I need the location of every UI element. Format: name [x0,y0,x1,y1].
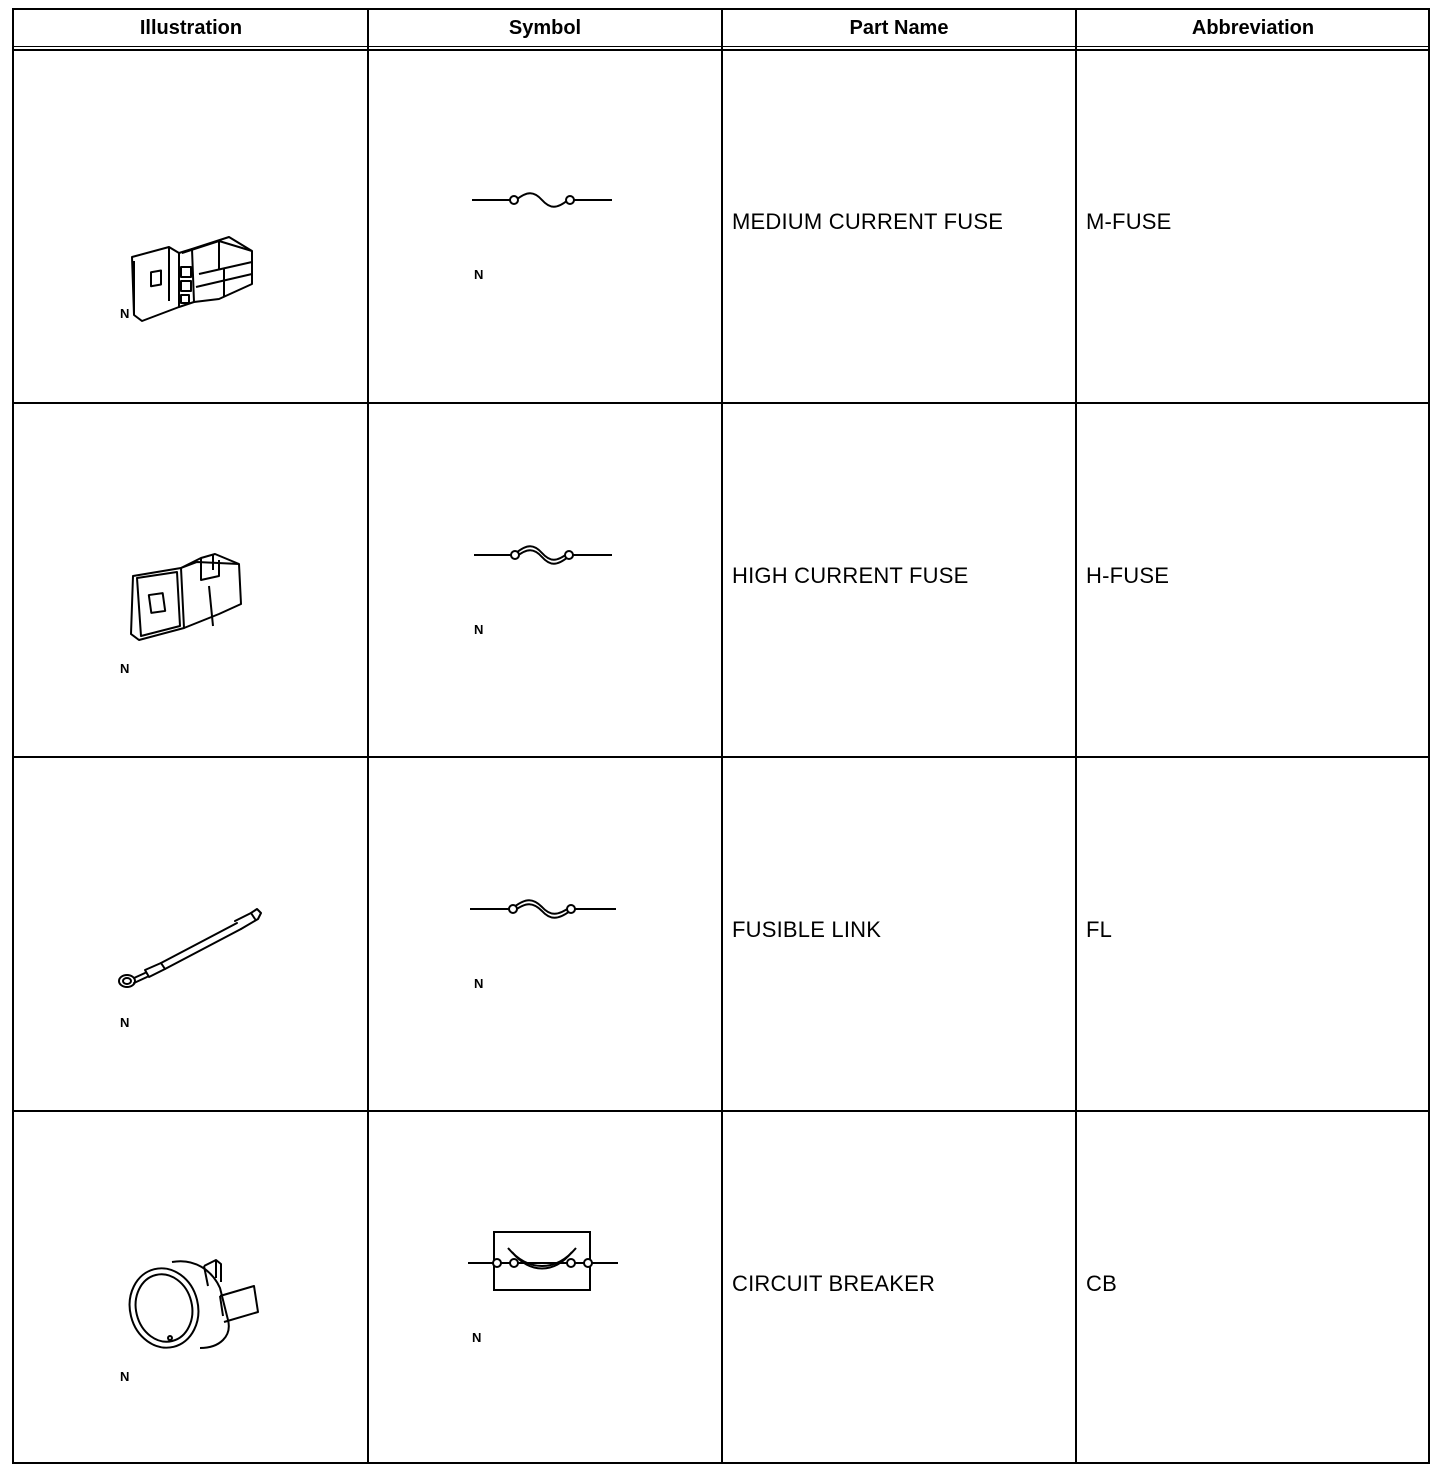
illustration-label: N [120,1369,130,1384]
medium-current-fuse-icon [124,229,259,334]
abbreviation: CB [1086,1271,1117,1296]
fusible-link-symbol-icon [470,898,616,920]
high-current-fuse-symbol-icon [474,544,612,566]
symbol-cell [368,49,722,403]
table-row [14,402,1428,756]
illustration-cell [14,404,368,756]
part-name: FUSIBLE LINK [732,917,882,942]
abbreviation-cell [1076,758,1430,1110]
parts-table [12,8,1430,1464]
header-symbol: Symbol [508,17,582,39]
table-row [14,49,1428,403]
fusible-link-icon [117,903,267,993]
part-name-cell [722,404,1076,756]
symbol-label: N [474,622,484,637]
symbol-label: N [474,267,484,282]
abbreviation: H-FUSE [1086,563,1170,588]
header-illustration: Illustration [139,17,243,39]
symbol-cell [368,404,722,756]
part-name-cell [722,1112,1076,1464]
circuit-breaker-symbol-icon [468,1230,618,1292]
illustration-label: N [120,306,130,321]
part-name: HIGH CURRENT FUSE [732,563,969,588]
header-part-name: Part Name [849,17,949,39]
high-current-fuse-icon [129,544,249,644]
table-row [14,756,1428,1110]
illustration-cell [14,758,368,1110]
abbreviation: M-FUSE [1086,209,1172,234]
illustration-cell [14,1112,368,1464]
abbreviation-cell [1076,404,1430,756]
abbreviation-cell [1076,1112,1430,1464]
symbol-cell [368,758,722,1110]
symbol-cell [368,1112,722,1464]
table-row [14,1110,1428,1464]
symbol-label: N [472,1330,482,1345]
abbreviation-cell [1076,49,1430,403]
header-abbreviation: Abbreviation [1191,17,1315,39]
symbol-label: N [474,976,484,991]
part-name: CIRCUIT BREAKER [732,1271,936,1296]
part-name: MEDIUM CURRENT FUSE [732,209,1004,234]
illustration-label: N [120,1015,130,1030]
illustration-cell [14,49,368,403]
circuit-breaker-icon [124,1252,269,1352]
fuse-symbol-icon [472,189,612,211]
part-name-cell [722,758,1076,1110]
illustration-label: N [120,661,130,676]
abbreviation: FL [1086,917,1113,942]
part-name-cell [722,49,1076,403]
